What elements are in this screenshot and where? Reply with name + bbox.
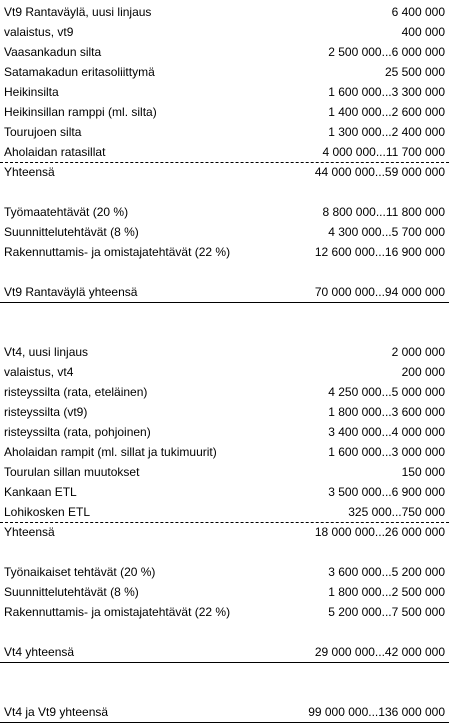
grand-total-label: Vt4 ja Vt9 yhteensä [4,705,109,719]
table-row [0,502,449,523]
table-row [0,362,449,382]
row-value: 12 600 000...16 900 000 [314,245,445,259]
row-label: Heikinsillan ramppi (ml. silta) [4,105,157,119]
subtotal-value: 44 000 000...59 000 000 [314,165,445,179]
row-value: 1 800 000...3 600 000 [328,405,445,419]
subtotal-label: Yhteensä [4,165,55,179]
subtotal-value: 18 000 000...26 000 000 [314,525,445,539]
row-value: 2 500 000...6 000 000 [328,45,445,59]
table-row [0,582,449,602]
row-value: 6 400 000 [391,5,445,19]
row-label: Heikinsilta [4,85,59,99]
row-label: Kankaan ETL [4,485,77,499]
table-row [0,142,449,163]
grand-total-value: 99 000 000...136 000 000 [308,705,445,719]
table-row [0,462,449,482]
row-value: 1 400 000...2 600 000 [328,105,445,119]
table-row [0,22,449,42]
total-value: 29 000 000...42 000 000 [314,645,445,659]
row-label: Rakennuttamis- ja omistajatehtävät (22 %) [4,605,231,619]
row-value: 325 000...750 000 [348,505,445,519]
row-value: 25 500 000 [384,65,445,79]
row-value: 400 000 [401,25,445,39]
table-row [0,62,449,82]
row-label: Vaasankadun silta [4,45,102,59]
total-row [0,282,449,303]
row-label: risteyssilta (vt9) [4,405,88,419]
row-label: Tourujoen silta [4,125,82,139]
table-row [0,102,449,122]
row-value: 1 600 000...3 300 000 [328,85,445,99]
row-value: 150 000 [401,465,445,479]
row-value: 5 200 000...7 500 000 [328,605,445,619]
subtotal-row [0,162,449,182]
table-row [0,202,449,222]
row-value: 3 400 000...4 000 000 [328,425,445,439]
table-row [0,2,449,22]
row-label: Tourulan sillan muutokset [4,465,140,479]
table-row [0,562,449,582]
row-label: Vt9 Rantaväylä, uusi linjaus [4,5,152,19]
table-row [0,602,449,622]
grand-total-row [0,702,449,723]
table-row [0,402,449,422]
row-label: Aholaidan ratasillat [4,145,106,159]
row-value: 1 800 000...2 500 000 [328,585,445,599]
row-label: Rakennuttamis- ja omistajatehtävät (22 %) [4,245,231,259]
row-label: Aholaidan rampit (ml. sillat ja tukimuurit) [4,445,217,459]
subtotal-row [0,522,449,542]
row-label: Lohikosken ETL [4,505,91,519]
total-label: Vt9 Rantaväylä yhteensä [4,285,138,299]
subtotal-label: Yhteensä [4,525,55,539]
row-value: 4 000 000...11 700 000 [322,145,445,159]
total-label: Vt4 yhteensä [4,645,75,659]
row-value: 3 500 000...6 900 000 [328,485,445,499]
total-value: 70 000 000...94 000 000 [314,285,445,299]
row-label: valaistus, vt4 [4,365,74,379]
row-label: valaistus, vt9 [4,25,74,39]
row-label: Vt4, uusi linjaus [4,345,89,359]
row-value: 1 300 000...2 400 000 [328,125,445,139]
table-row [0,442,449,462]
table-row [0,422,449,442]
row-label: Työmaatehtävät (20 %) [4,205,129,219]
row-label: Satamakadun eritasoliittymä [4,65,155,79]
row-label: risteyssilta (rata, eteläinen) [4,385,148,399]
table-row [0,382,449,402]
total-row [0,642,449,663]
row-value: 2 000 000 [391,345,445,359]
row-label: Suunnittelutehtävät (8 %) [4,585,139,599]
row-value: 3 600 000...5 200 000 [328,565,445,579]
table-row [0,242,449,262]
table-row [0,342,449,362]
table-row [0,222,449,242]
table-row [0,482,449,502]
table-row [0,42,449,62]
row-value: 200 000 [401,365,445,379]
row-value: 4 250 000...5 000 000 [328,385,445,399]
row-value: 1 600 000...3 000 000 [328,445,445,459]
table-row [0,82,449,102]
row-label: risteyssilta (rata, pohjoinen) [4,425,151,439]
row-value: 4 300 000...5 700 000 [328,225,445,239]
table-row [0,122,449,142]
row-label: Työnaikaiset tehtävät (20 %) [4,565,156,579]
row-label: Suunnittelutehtävät (8 %) [4,225,139,239]
row-value: 8 800 000...11 800 000 [322,205,445,219]
